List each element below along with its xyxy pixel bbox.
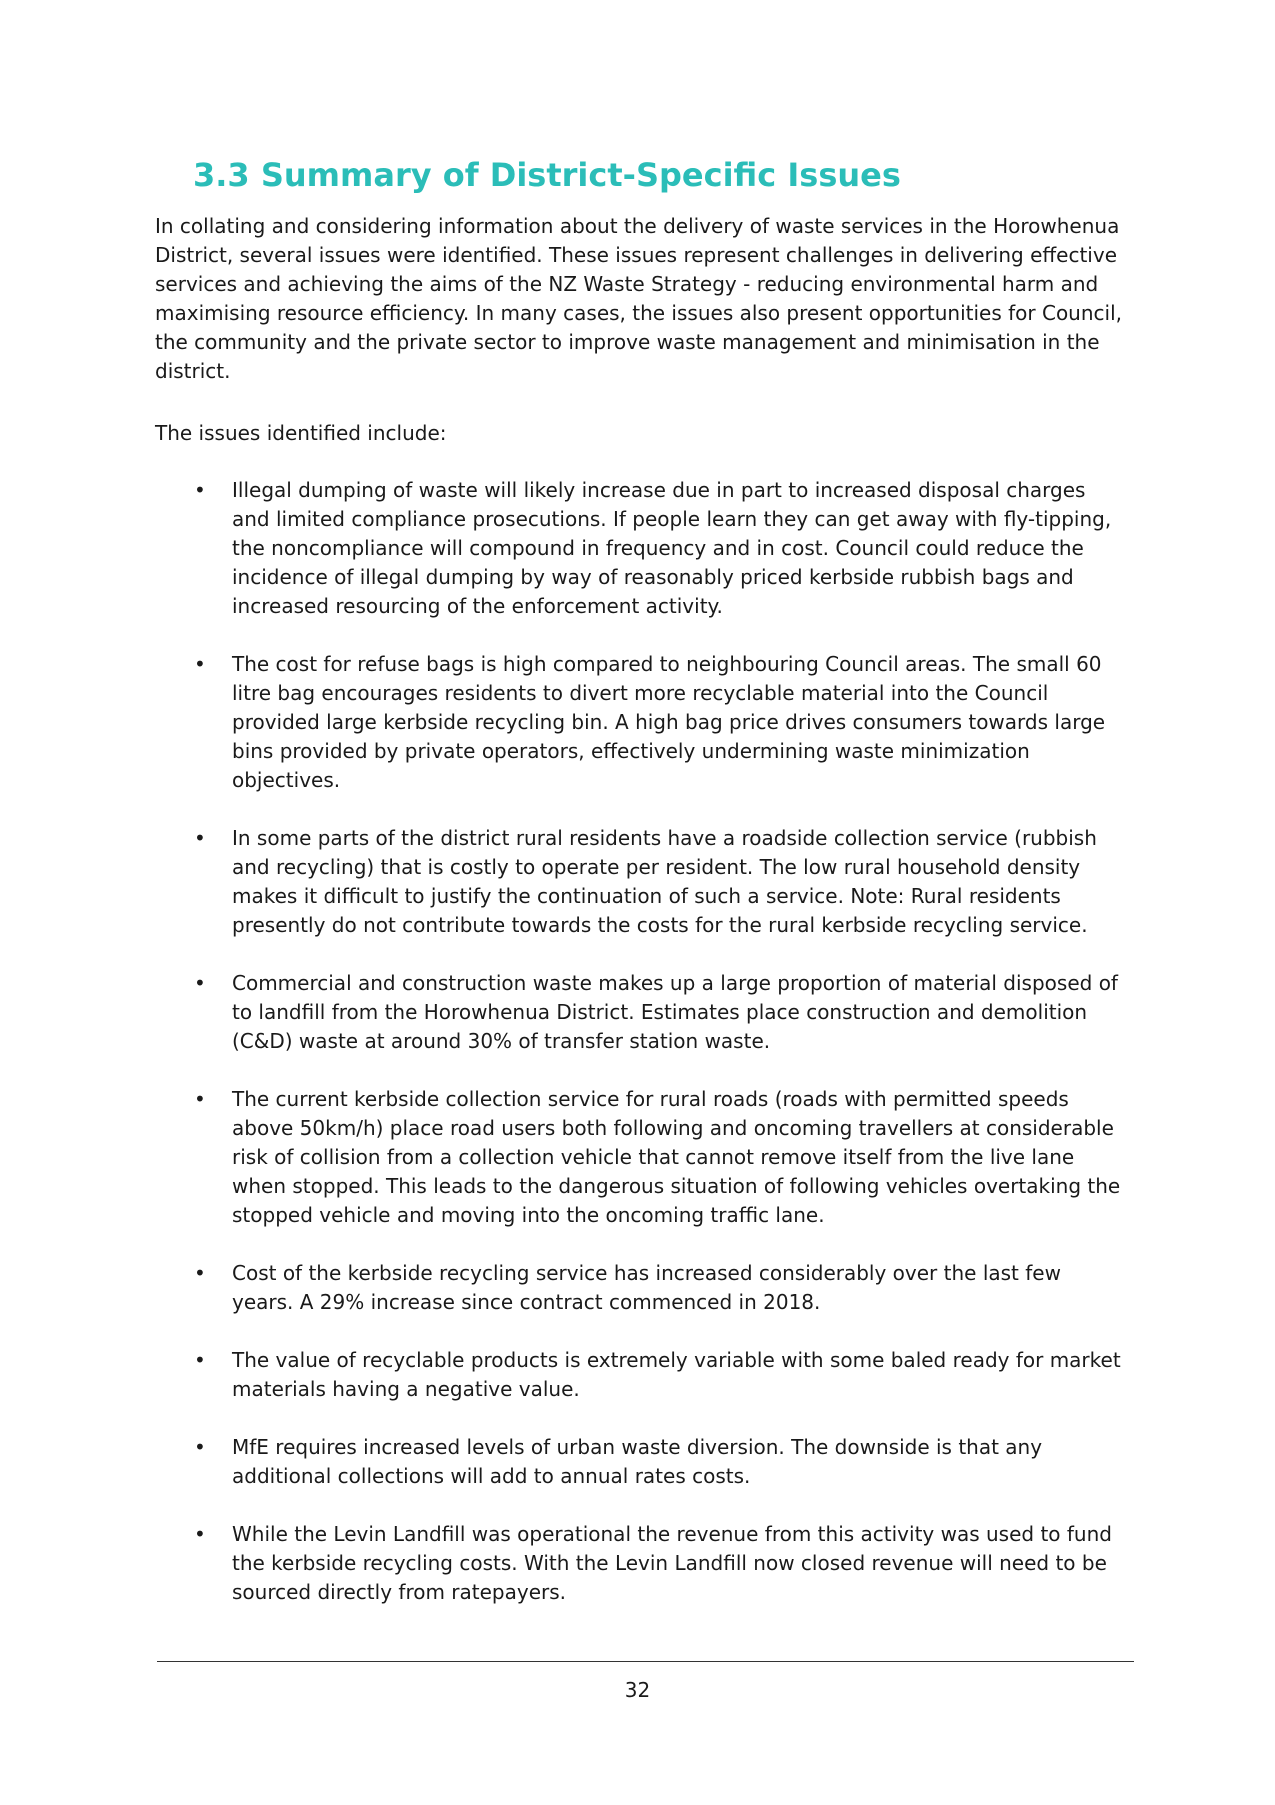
footer-divider (157, 1661, 1134, 1662)
issue-text: While the Levin Landfill was operational the revenue from this activity was used to fund the kerbside recycling costs. With the Levin Landfill now closed revenue will need to be sourced directly from ratepayers. (232, 1522, 1112, 1604)
issue-text: In some parts of the district rural residents have a roadside collection service (rubbish and recycling) that is costly to operate per resident. The low rural household density makes it difficult to justify the continuation of such a service. Note: Rural residents presently do not contribute towards the costs for the rural kerbside recycling service. (232, 826, 1097, 937)
issue-text: Cost of the kerbside recycling service has increased considerably over the last few years. A 29% increase since contract commenced in 2018. (232, 1261, 1061, 1314)
bullet-icon: • (194, 1348, 206, 1372)
issues-lead-in: The issues identified include: (155, 421, 447, 445)
bullet-icon: • (194, 971, 206, 995)
section-heading: 3.3 Summary of District-Specific Issues (193, 156, 901, 194)
list-item (0, 476, 1122, 621)
issue-text: Commercial and construction waste makes up a large proportion of material disposed of to landfill from the Horowhenua District. Estimates place construction and demolition (C&D) waste at around 30% of transfer station waste. (232, 971, 1118, 1053)
bullet-icon: • (194, 1435, 206, 1459)
list-item (0, 1520, 1122, 1607)
list-item (0, 1085, 1122, 1230)
bullet-icon: • (194, 652, 206, 676)
list-item (0, 1346, 1122, 1404)
issue-text: The value of recyclable products is extremely variable with some baled ready for market materials having a negative value. (232, 1348, 1121, 1401)
issue-text: MfE requires increased levels of urban waste diversion. The downside is that any additional collections will add to annual rates costs. (232, 1435, 1043, 1488)
bullet-icon: • (194, 478, 206, 502)
page-number: 32 (624, 1678, 651, 1702)
list-item (0, 969, 1122, 1056)
issue-text: The cost for refuse bags is high compared to neighbouring Council areas. The small 60 litre bag encourages residents to divert more recyclable material into the Council provided large kerbside recycling bin. A high bag price drives consumers towards large bins provided by private operators, effectively undermining waste minimization objectives. (232, 652, 1106, 792)
issue-text: Illegal dumping of waste will likely increase due in part to increased disposal charges and limited compliance prosecutions. If people learn they can get away with fly-tipping, the noncompliance will compound in frequency and in cost. Council could reduce the incidence of illegal dumping by way of reasonably priced kerbside rubbish bags and increased resourcing of the enforcement activity. (232, 478, 1112, 618)
intro-paragraph: In collating and considering information about the delivery of waste services in the Horowhenua District, several issues were identified. These issues represent challenges in delivering effective services and achieving the aims of the NZ Waste Strategy - reducing environmental harm and maximising resource efficiency. In many cases, the issues also present opportunities for Council, the community and the private sector to improve waste management and minimisation in the district. (155, 214, 1122, 383)
issue-text: The current kerbside collection service for rural roads (roads with permitted speeds above 50km/h) place road users both following and oncoming travellers at considerable risk of collision from a collection vehicle that cannot remove itself from the live lane when stopped. This leads to the dangerous situation of following vehicles overtaking the stopped vehicle and moving into the oncoming traffic lane. (232, 1087, 1121, 1227)
list-item (0, 824, 1122, 940)
bullet-icon: • (194, 1261, 206, 1285)
list-item (0, 1433, 1122, 1491)
bullet-icon: • (194, 826, 206, 850)
issues-list (0, 476, 1275, 1636)
bullet-icon: • (194, 1087, 206, 1111)
list-item (0, 1259, 1122, 1317)
list-item (0, 650, 1122, 795)
bullet-icon: • (194, 1522, 206, 1546)
